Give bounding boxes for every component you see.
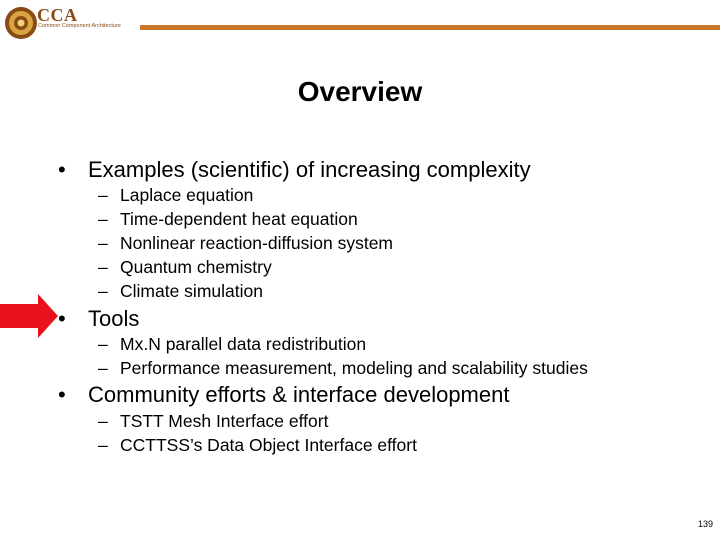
bullet-text: Community efforts & interface development: [88, 382, 510, 407]
logo-subtitle: Common Component Architecture: [38, 23, 121, 29]
sub-text: Mx.N parallel data redistribution: [120, 334, 367, 354]
bullet-tools: [58, 306, 139, 332]
sub-text: Performance measurement, modeling and scalability studies: [120, 358, 588, 378]
sub-text: Laplace equation: [120, 185, 254, 205]
bullet-community: [58, 382, 509, 408]
bullet-text: Tools: [88, 306, 140, 331]
sub-item: [98, 257, 272, 278]
slide-title: Overview: [297, 76, 423, 107]
sub-item: [98, 435, 417, 456]
right-arrow-icon: [0, 294, 58, 338]
sub-text: Quantum chemistry: [120, 257, 272, 277]
sub-marker: –: [98, 411, 108, 431]
sub-marker: –: [98, 209, 108, 229]
sub-text: TSTT Mesh Interface effort: [120, 411, 329, 431]
sub-item: [98, 358, 588, 379]
bullet-marker: •: [58, 306, 66, 331]
bullet-marker: •: [58, 382, 66, 407]
sub-item: [98, 185, 253, 206]
sub-marker: –: [98, 435, 108, 455]
sub-item: [98, 281, 263, 302]
sub-marker: –: [98, 281, 108, 301]
sub-item: [98, 233, 393, 254]
sub-item: [98, 334, 366, 355]
sub-marker: –: [98, 257, 108, 277]
bullet-marker: •: [58, 157, 66, 182]
sub-item: [98, 209, 358, 230]
sub-text: CCTTSS’s Data Object Interface effort: [120, 435, 417, 455]
header-rule: [140, 25, 720, 30]
logo-title: CCA: [37, 5, 78, 25]
bullet-examples: [58, 157, 531, 183]
sub-marker: –: [98, 233, 108, 253]
sub-marker: –: [98, 185, 108, 205]
sub-item: [98, 411, 328, 432]
page-number: 139: [697, 519, 713, 529]
sub-marker: –: [98, 334, 108, 354]
bullet-text: Examples (scientific) of increasing complexity: [88, 157, 531, 182]
sub-text: Nonlinear reaction-diffusion system: [120, 233, 394, 253]
cca-logo-icon: [4, 6, 38, 40]
sub-text: Time-dependent heat equation: [120, 209, 358, 229]
sub-marker: –: [98, 358, 108, 378]
sub-text: Climate simulation: [120, 281, 263, 301]
